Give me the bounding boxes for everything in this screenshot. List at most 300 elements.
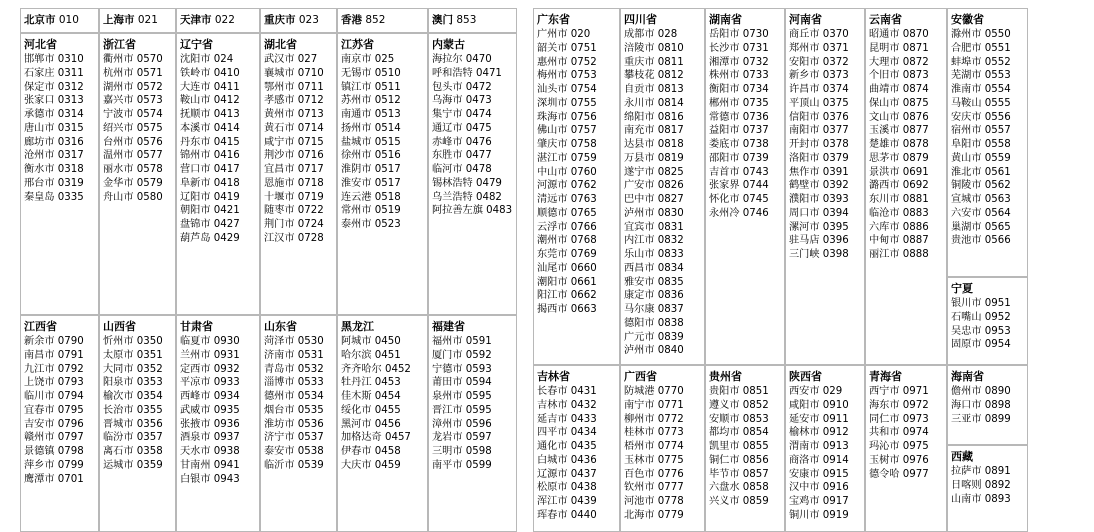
city-row — [624, 440, 704, 454]
city-row — [709, 399, 784, 413]
city-row — [432, 431, 516, 445]
city-row — [951, 399, 1027, 413]
left-table — [20, 8, 517, 532]
city-name: 晋城市 — [103, 418, 134, 430]
city-name: 玉树市 — [869, 454, 900, 466]
city-code: 0976 — [899, 454, 929, 466]
city-row — [24, 459, 98, 473]
city-code: 0773 — [654, 427, 684, 439]
city-row — [624, 97, 704, 111]
city-row — [951, 56, 1027, 70]
city-row — [709, 28, 784, 42]
city-row — [180, 81, 259, 95]
city-code: 0817 — [654, 125, 684, 137]
province-name: 河北省 — [24, 38, 57, 51]
city-code: 0470 — [462, 54, 492, 65]
city-code: 024 — [210, 54, 234, 65]
municipality-cell — [20, 8, 99, 33]
city-code: 0436 — [567, 454, 597, 466]
city-row — [103, 177, 175, 191]
city-row — [432, 122, 516, 136]
city-row — [264, 81, 336, 95]
city-code: 0357 — [133, 432, 163, 444]
city-code: 0825 — [654, 166, 684, 178]
city-row — [624, 42, 704, 56]
city-name: 贵池市 — [951, 235, 982, 247]
city-name: 岳阳市 — [709, 29, 740, 40]
city-row — [432, 390, 516, 404]
city-code: 0876 — [899, 111, 929, 123]
city-code: 0393 — [819, 194, 849, 205]
city-name: 濮阳市 — [789, 194, 820, 205]
province-name: 安徽省 — [951, 13, 984, 26]
city-name: 东胜市 — [432, 150, 463, 162]
city-name: 安顺市 — [709, 413, 740, 425]
city-row — [24, 390, 98, 404]
city-row — [624, 468, 704, 482]
city-code: 0836 — [654, 290, 684, 302]
city-name: 萍乡市 — [24, 459, 55, 471]
city-code: 0760 — [567, 166, 597, 178]
city-code: 0378 — [819, 139, 849, 150]
city-name: 汕头市 — [537, 84, 568, 95]
city-code: 0416 — [210, 150, 240, 162]
province-cell — [260, 33, 337, 315]
city-code: 0779 — [654, 509, 684, 521]
city-code: 0564 — [981, 207, 1011, 219]
city-code: 0558 — [981, 139, 1011, 150]
city-name: 南昌市 — [24, 349, 55, 361]
city-code: 0791 — [54, 349, 84, 361]
city-code: 0459 — [371, 459, 401, 471]
city-name: 阜新市 — [180, 177, 211, 189]
province-name: 江西省 — [24, 320, 57, 333]
city-name: 新余市 — [24, 336, 55, 347]
city-row — [432, 363, 516, 377]
city-row — [624, 426, 704, 440]
city-code: 0376 — [819, 111, 849, 123]
city-code: 0810 — [654, 42, 684, 54]
city-row — [341, 218, 427, 232]
city-code: 0477 — [462, 150, 492, 162]
city-code: 0730 — [739, 29, 769, 40]
city-row — [624, 262, 704, 276]
city-name: 集宁市 — [432, 109, 463, 120]
city-name: 鹤壁市 — [789, 180, 820, 192]
city-name: 运城市 — [103, 459, 134, 471]
city-row — [103, 94, 175, 108]
city-row — [180, 163, 259, 177]
municipality-code: 010 — [55, 14, 79, 26]
city-name: 苏州市 — [341, 95, 372, 107]
city-name: 揭西市 — [537, 304, 568, 315]
city-row — [264, 459, 336, 473]
city-name: 柳州市 — [624, 413, 655, 425]
city-row — [624, 28, 704, 42]
city-code: 0354 — [133, 391, 163, 402]
city-name: 肇庆市 — [537, 139, 568, 150]
city-code: 0534 — [294, 391, 324, 402]
city-row — [789, 440, 864, 454]
city-row — [24, 363, 98, 377]
city-code: 0837 — [654, 304, 684, 315]
province-cell — [428, 33, 517, 315]
city-name: 衡水市 — [24, 164, 55, 175]
city-name: 永川市 — [624, 97, 655, 109]
city-code: 0910 — [819, 399, 849, 411]
city-code: 0763 — [567, 194, 597, 205]
city-row — [103, 459, 175, 473]
province-name: 四川省 — [624, 13, 657, 26]
city-code: 0535 — [294, 404, 324, 416]
city-code: 0811 — [654, 56, 684, 68]
city-row — [709, 152, 784, 166]
city-row — [709, 440, 784, 454]
city-name: 西宁市 — [869, 386, 900, 397]
city-row — [789, 234, 864, 248]
city-name: 重庆市 — [624, 56, 655, 68]
city-name: 银川市 — [951, 298, 982, 309]
city-row — [709, 56, 784, 70]
city-name: 漳州市 — [432, 418, 463, 430]
municipality-code: 853 — [453, 14, 477, 26]
city-code: 0471 — [472, 67, 502, 79]
city-code: 0482 — [472, 191, 502, 203]
city-row — [709, 468, 784, 482]
city-row — [103, 418, 175, 432]
city-row — [869, 454, 946, 468]
city-code: 0311 — [54, 67, 84, 79]
city-name: 邯郸市 — [24, 54, 55, 65]
city-name: 湛江市 — [537, 152, 568, 164]
province-name: 黑龙江 — [341, 320, 374, 333]
city-name: 天水市 — [180, 446, 211, 457]
city-row — [789, 179, 864, 193]
city-row — [789, 426, 864, 440]
city-row — [24, 108, 98, 122]
city-code: 0937 — [210, 432, 240, 444]
city-code: 0775 — [654, 454, 684, 466]
city-code: 0913 — [819, 441, 849, 452]
city-row — [789, 495, 864, 509]
city-row — [180, 390, 259, 404]
city-code: 0768 — [567, 235, 597, 247]
city-name: 万县市 — [624, 152, 655, 164]
city-code: 0792 — [54, 363, 84, 375]
city-row — [624, 248, 704, 262]
city-code: 0852 — [739, 399, 769, 411]
city-row — [537, 262, 619, 276]
city-code: 0519 — [371, 205, 401, 217]
city-row — [537, 454, 619, 468]
city-row — [103, 108, 175, 122]
city-code: 0793 — [54, 377, 84, 389]
city-row — [264, 177, 336, 191]
city-row — [264, 390, 336, 404]
city-name: 松原市 — [537, 482, 568, 494]
city-code: 0512 — [371, 95, 401, 107]
city-row — [537, 56, 619, 70]
city-name: 海拉尔 — [432, 54, 463, 65]
city-row — [24, 349, 98, 363]
city-row — [180, 431, 259, 445]
province-cell — [620, 8, 705, 365]
city-row — [432, 376, 516, 390]
city-row — [951, 297, 1027, 311]
city-name: 台州市 — [103, 136, 134, 148]
city-row — [103, 390, 175, 404]
city-row — [537, 207, 619, 221]
city-code: 0356 — [133, 418, 163, 430]
city-name: 龙岩市 — [432, 432, 463, 444]
city-row — [789, 193, 864, 207]
city-name: 淮坊市 — [264, 418, 295, 430]
city-code: 0831 — [654, 221, 684, 233]
city-code: 0314 — [54, 109, 84, 120]
city-row — [24, 431, 98, 445]
city-row — [180, 122, 259, 136]
province-cell — [260, 315, 337, 532]
city-row — [537, 399, 619, 413]
city-code: 0870 — [899, 29, 929, 40]
city-name: 蚌埠市 — [951, 56, 982, 68]
province-cell — [705, 8, 785, 365]
city-row — [709, 138, 784, 152]
city-row — [341, 459, 427, 473]
city-code: 0771 — [654, 399, 684, 411]
city-code: 0575 — [133, 122, 163, 134]
municipality-cell — [99, 8, 176, 33]
city-code: 0732 — [739, 56, 769, 68]
city-code: 0570 — [133, 54, 163, 65]
city-row — [624, 56, 704, 70]
city-name: 玉溪市 — [869, 125, 900, 137]
city-code: 0483 — [482, 205, 513, 217]
city-name: 珠海市 — [537, 111, 568, 123]
city-code: 0427 — [210, 219, 240, 230]
city-code: 0451 — [371, 349, 401, 361]
city-row — [951, 69, 1027, 83]
city-code: 0911 — [819, 413, 849, 425]
city-code: 0778 — [654, 496, 684, 507]
city-code: 0716 — [294, 150, 324, 162]
province-name: 山西省 — [103, 320, 136, 333]
city-name: 渭南市 — [789, 441, 820, 452]
city-code: 0432 — [567, 399, 597, 411]
city-name: 本溪市 — [180, 122, 211, 134]
city-code: 0557 — [981, 125, 1011, 137]
city-name: 湖州市 — [103, 81, 134, 93]
city-name: 临汾市 — [103, 432, 134, 444]
city-row — [103, 431, 175, 445]
city-row — [869, 138, 946, 152]
city-row — [789, 481, 864, 495]
city-row — [103, 191, 175, 205]
city-name: 淮北市 — [951, 166, 982, 178]
city-code: 0795 — [54, 404, 84, 416]
city-code: 0414 — [210, 122, 240, 134]
city-code: 0952 — [981, 311, 1011, 323]
city-name: 包头市 — [432, 81, 463, 93]
city-name: 丽水市 — [103, 164, 134, 175]
city-code: 0452 — [381, 363, 411, 375]
city-row — [341, 67, 427, 81]
city-row — [264, 163, 336, 177]
city-row — [624, 69, 704, 83]
city-row — [709, 495, 784, 509]
city-name: 成都市 — [624, 29, 655, 40]
municipality-code: 852 — [362, 14, 386, 26]
city-name: 巢湖市 — [951, 221, 982, 233]
city-code: 0454 — [371, 391, 401, 402]
city-code: 0565 — [981, 221, 1011, 233]
municipality-name: 澳门 — [432, 14, 453, 26]
city-row — [24, 94, 98, 108]
city-row — [264, 204, 336, 218]
city-code: 0914 — [819, 454, 849, 466]
city-row — [869, 248, 946, 262]
province-cell — [176, 315, 260, 532]
city-name: 黄山市 — [951, 152, 982, 164]
city-row — [709, 413, 784, 427]
province-name: 广东省 — [537, 13, 570, 26]
city-code: 0415 — [210, 136, 240, 148]
city-name: 咸宁市 — [264, 136, 295, 148]
city-name: 海口市 — [951, 399, 982, 411]
city-row — [709, 69, 784, 83]
city-code: 0777 — [654, 482, 684, 494]
city-code: 0936 — [210, 418, 240, 430]
city-code: 0473 — [462, 95, 492, 107]
province-name: 云南省 — [869, 13, 902, 26]
municipality-code: 022 — [211, 14, 235, 26]
city-name: 乌海市 — [432, 95, 463, 107]
city-row — [789, 509, 864, 523]
municipality-name: 北京市 — [24, 14, 56, 26]
city-name: 延安市 — [789, 413, 820, 425]
city-code: 0888 — [899, 249, 929, 260]
city-name: 白城市 — [537, 454, 568, 466]
city-name: 玛沁市 — [869, 441, 900, 452]
city-name: 十堰市 — [264, 191, 295, 203]
city-row — [180, 445, 259, 459]
city-code: 0834 — [654, 262, 684, 274]
city-name: 铁岭市 — [180, 67, 211, 79]
city-code: 0371 — [819, 42, 849, 54]
city-name: 韶关市 — [537, 42, 568, 54]
city-name: 遂宁市 — [624, 166, 655, 178]
city-row — [869, 234, 946, 248]
city-row — [624, 276, 704, 290]
city-name: 武汉市 — [264, 54, 295, 65]
city-name: 黑河市 — [341, 418, 372, 430]
city-code: 0751 — [567, 42, 597, 54]
city-code: 0830 — [654, 207, 684, 219]
city-row — [537, 234, 619, 248]
city-name: 大理市 — [869, 56, 900, 68]
city-code: 0856 — [739, 454, 769, 466]
city-code: 0756 — [567, 111, 597, 123]
city-code: 0733 — [739, 70, 769, 82]
city-name: 淮安市 — [341, 177, 372, 189]
city-name: 呼和浩特 — [432, 67, 473, 79]
city-row — [869, 97, 946, 111]
city-name: 连云港 — [341, 191, 372, 203]
city-name: 伊春市 — [341, 446, 372, 457]
city-name: 衢州市 — [103, 54, 134, 65]
city-name: 保山市 — [869, 97, 900, 109]
city-code: 0573 — [133, 95, 163, 107]
city-row — [709, 166, 784, 180]
city-row — [624, 221, 704, 235]
city-name: 三亚市 — [951, 413, 982, 425]
city-code: 0853 — [739, 413, 769, 425]
city-row — [951, 111, 1027, 125]
city-row — [537, 426, 619, 440]
city-row — [24, 136, 98, 150]
city-name: 晋江市 — [432, 404, 463, 416]
city-name: 临夏市 — [180, 336, 211, 347]
city-code: 0972 — [899, 399, 929, 411]
city-code: 0310 — [54, 54, 84, 65]
city-code: 0840 — [654, 345, 684, 357]
city-code: 0574 — [133, 109, 163, 120]
city-code: 0833 — [654, 249, 684, 260]
city-row — [951, 138, 1027, 152]
city-code: 0719 — [294, 191, 324, 203]
city-code: 0938 — [210, 446, 240, 457]
city-code: 0744 — [739, 180, 769, 192]
city-name: 漯河市 — [789, 221, 820, 233]
city-row — [537, 152, 619, 166]
city-code: 0663 — [567, 304, 597, 315]
city-name: 武威市 — [180, 404, 211, 416]
city-name: 杭州市 — [103, 67, 134, 79]
city-name: 榆次市 — [103, 391, 134, 402]
city-code: 0718 — [294, 177, 324, 189]
city-code: 0550 — [981, 29, 1011, 40]
city-code: 0533 — [294, 377, 324, 389]
city-code: 0593 — [462, 363, 492, 375]
city-name: 乌兰浩特 — [432, 191, 473, 203]
city-code: 0552 — [981, 56, 1011, 68]
city-code: 0394 — [819, 207, 849, 219]
city-name: 离石市 — [103, 446, 134, 457]
city-code: 0714 — [294, 122, 324, 134]
city-row — [951, 179, 1027, 193]
city-name: 定西市 — [180, 363, 211, 375]
city-code: 0954 — [981, 339, 1011, 351]
city-name: 同仁市 — [869, 413, 900, 425]
city-code: 0738 — [739, 139, 769, 150]
city-row — [789, 468, 864, 482]
province-cell — [20, 315, 99, 532]
city-name: 鹰潭市 — [24, 473, 55, 485]
municipality-cell — [428, 8, 517, 33]
city-name: 楚雄市 — [869, 139, 900, 150]
city-row — [624, 317, 704, 331]
city-code: 0572 — [133, 81, 163, 93]
city-code: 0774 — [654, 441, 684, 452]
city-row — [24, 67, 98, 81]
city-row — [709, 385, 784, 399]
city-name: 鞍山市 — [180, 95, 211, 107]
city-name: 商洛市 — [789, 454, 820, 466]
city-code: 0701 — [54, 473, 84, 485]
city-name: 锡林浩特 — [432, 177, 473, 189]
city-code: 0881 — [899, 194, 929, 205]
city-code: 0717 — [294, 164, 324, 175]
